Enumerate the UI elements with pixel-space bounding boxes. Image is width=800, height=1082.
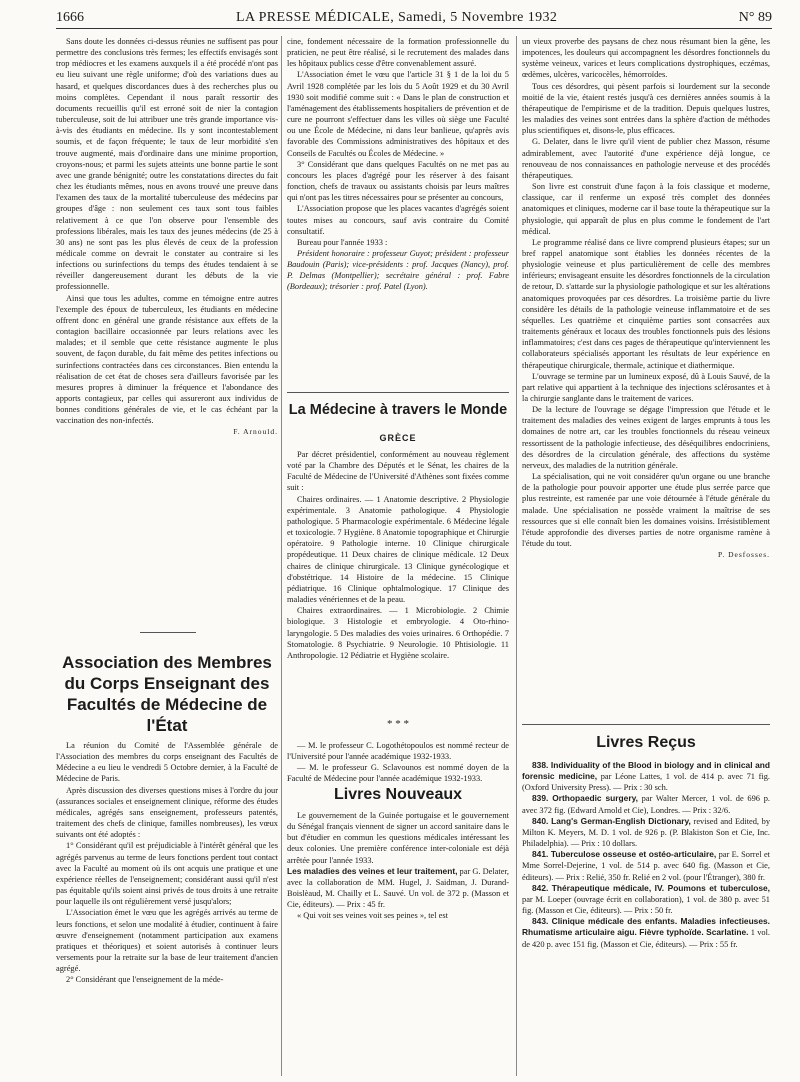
author-signature: P. Desfosses. bbox=[718, 550, 770, 560]
paragraph: Chaires extraordinaires. — 1 Microbiologie. 2 Chimie biologique. 3 Histologie et embryologie. 4 Oto-rhino-laryngologie. 5 Des maladies des voies urinaires. 6 Orthopédie. 7 Stomatologie. 8 Psychiatrie. 9 Neurologie. 10 Phtisiologie. 11 Anthropologie. 12 Pédiatrie et Hygiène scolaire. bbox=[287, 606, 509, 660]
column-divider bbox=[281, 36, 282, 1076]
book-title: 841. Tuberculose osseuse et ostéo-articulaire, bbox=[532, 849, 717, 860]
section-title-livres-recus: Livres Reçus bbox=[596, 734, 696, 751]
book-entry bbox=[522, 793, 770, 815]
column-divider bbox=[516, 36, 517, 1076]
section-rule bbox=[287, 392, 509, 393]
association-article-cont bbox=[287, 36, 509, 386]
paragraph: L'Association émet le vœu que l'article 31 § 1 de la loi du 5 Avril 1928 complétée par les lois du 5 Août 1929 et du 30 Avril 1930 soit modifié comme suit : « Dans le plan de construction et l'aménagement des établissements hospitaliers de prévention et de cure ne pourront s'effectuer dans les villes où siège une Faculté ou une École de Médecine, ni dans leur banlieue, qu'après avis favorable des Commissions administratives des hôpitaux et des Conseils de Facultés ou Écoles de Médecine. » bbox=[287, 70, 509, 158]
section-title-livres-nouveaux: Livres Nouveaux bbox=[333, 786, 463, 803]
paragraph: Président honoraire : professeur Guyot; président : professeur Baudouin (Paris); vice-présidents : prof. Jacques (Nancy), prof. P. Delmas (Montpellier); secrétaire général : prof. Fabre (Bordeaux); trésorier : prof. Patel (Lyon). bbox=[287, 248, 509, 292]
book-details: par Walter Mercer, 1 vol. de 696 p. avec 372 fig. (Edward Arnold et Cie), Londres. — Prix : 32/6. bbox=[522, 794, 770, 815]
book-title: 838. Individuality of the Blood in biology and in clinical and forensic medicine, bbox=[522, 760, 770, 782]
book-details: par E. Sorrel et Mme Sorrel-Dejerine, 1 vol. de 514 p. avec 640 fig. (Masson et Cie, éditeurs). — Prix : Relié, 350 fr. Relié en 2 vol. (pour l'Étranger), 380 fr. bbox=[522, 850, 770, 882]
book-entry bbox=[522, 816, 770, 849]
issue-number: N° 89 bbox=[738, 10, 772, 25]
paragraph: Son livre est construit d'une façon à la fois classique et moderne, classique, car il renferme un exposé très complet des données anatomiques et cliniques, moderne car il base toute la thérapeutique sur la physiologie, qui apparaît de plus en plus comme le fondement de l'art médical. bbox=[522, 182, 770, 236]
separator-stars: * * * bbox=[387, 718, 409, 730]
paragraph: cine, fondement nécessaire de la formation professionnelle du praticien, ne peut être réalisé, si le recrutement des malades dans les hôpitaux publics cesse d'être convenablement assuré. bbox=[287, 37, 509, 69]
paragraph: De la lecture de l'ouvrage se dégage l'impression que l'étude et le traitement des maladies des veines exigent de larges emprunts à tous les domaines de notre art, car les troubles fonctionnels du réseau veineux ressortissent de la pathologie infectieuse, des déséquilibres endocriniens, des désordres de la circulation générale, des affections du système nerveux, des maladies de la nutrition générale. bbox=[522, 405, 770, 470]
book-review-veines bbox=[522, 36, 770, 560]
books-received-list bbox=[522, 760, 770, 950]
paragraph: La spécialisation, qui ne voit considérer qu'un organe ou une branche de la pathologie pour pouvoir apporter une étude plus serrée parce que plus restreinte, est ramenée par une voie détournée à l'étude générale du malade. Une spécialisation ne possède vraiment la maîtrise de ses ressources que si elle connaît bien les domaines voisins. Irrésistiblement l'étude approfondie des diverses parties de notre organisme ramène à l'étude du tout. bbox=[522, 472, 770, 549]
book-title: 842. Thérapeutique médicale, IV. Poumons et tuberculose, bbox=[532, 882, 770, 893]
book-entry bbox=[522, 849, 770, 882]
article-tuberculosis-end bbox=[56, 36, 278, 438]
section-rule bbox=[140, 632, 196, 633]
paragraph: Le programme réalisé dans ce livre comprend plusieurs étapes; sur un bref rappel anatomique sont établies les données récentes de la physiologie veineuse et plus particulièrement de celle des membres inférieurs; envisageant ensuite les désordres fonctionnels de la circulation de retour, D. s'attarde sur la physiologie pathologique et sur les altérations anatomiques provoquées par ces désordres. La troisième partie du livre considère les détails de la pathologie veineuse inflammatoire et de ses séquelles. Les quatrième et cinquième parties sont consacrées aux traitements généraux et locaux des troubles fonctionnels puis des lésions inflammatoires; c'est dans ces pages de thérapeutique qu'interviennent les collaborateurs spécialisés apportant les résultats de leur expérience en thérapeutique chirurgicale, thermale, actinique et diathermique. bbox=[522, 237, 770, 370]
author-signature: F. Arnould. bbox=[233, 427, 278, 437]
paragraph: « Qui voit ses veines voit ses peines », tel est bbox=[297, 911, 448, 921]
book-details: par M. Loeper (ouvrage écrit en collaboration), 1 vol. de 380 p. avec 51 fig. (Masson et Cie, éditeurs). — Prix : 50 fr. bbox=[522, 894, 770, 916]
paragraph: L'ouvrage se termine par un lumineux exposé, dû à Louis Sauvé, de la part relative qui appartient à la technique des injections sclérosantes et à la chirurgie sanglante dans le traitement de varices. bbox=[522, 371, 770, 403]
book-entry bbox=[522, 916, 770, 949]
section-title-association: Association des Membres du Corps Enseignant des Facultés de Médecine de l'État bbox=[62, 653, 272, 735]
paragraph: L'Association émet le vœu que les agrégés arrivés au terme de leurs fonctions, et selon une modalité à étudier, continuent à faire œuvre d'enseignement (notamment participation aux examens pratiques et théoriques) et soient autorisés à continuer leurs versements pour la retraite sur la base de leur traitement d'ancien agrégé. bbox=[56, 908, 278, 974]
book-title: 840. Lang's German-English Dictionary, bbox=[532, 815, 691, 826]
book-title: 839. Orthopaedic surgery, bbox=[532, 793, 638, 804]
association-article bbox=[56, 740, 278, 985]
paragraph: 1° Considérant qu'il est préjudiciable à l'intérêt général que les agrégés parvenus au terme de leurs fonctions perdent tout contact avec la Faculté au moment où ils ont acquis une pratique et une expérience réelles de l'enseignement; considérant aussi qu'il n'est pas équitable qu'ils soient ainsi privés de tous droits à une retraite pour laquelle ils ont régulièrement versé jusqu'alors; bbox=[56, 841, 278, 907]
livres-nouveaux-article bbox=[287, 810, 509, 922]
book-entry bbox=[522, 883, 770, 916]
book-details: par Léone Lattes, 1 vol. de 414 p. avec 71 fig. (Oxford University Press). — Prix : 30 sch. bbox=[522, 772, 771, 793]
paragraph: Ainsi que tous les adultes, comme en témoigne entre autres l'exemple des époux de tuberculeux, les étudiants en médecine offrent donc en général une grande résistance aux effets de la contagion bacillaire occasionnée par leurs relations avec les malades; et il semble que cette résistance augmente le plus souvent, de façon durable, du fait même des petites infections ou surinfections contractées dans ces circonstances. Bien entendu la réalisation de cet état de choses sera d'ailleurs favorisée par les mesures propres à diminuer la fréquence et l'abondance des apports contagieux, par celles qui assureront aux individus de bonnes conditions générales de vie, et le cas échéant par la vaccination des non-infectés. bbox=[56, 293, 278, 426]
paragraph: G. Delater, dans le livre qu'il vient de publier chez Masson, résume admirablement, avec l'autorité d'une expérience déjà longue, ce renouveau de nos connaissances en pathologie nerveuse et des procédés thérapeutiques. bbox=[522, 137, 770, 180]
page-number: 1666 bbox=[56, 10, 84, 25]
paragraph: — M. le professeur G. Sclavounos est nommé doyen de la Faculté de Médecine pour l'année académique 1932-1933. bbox=[287, 763, 509, 784]
paragraph: 2° Considérant que l'enseignement de la méde- bbox=[66, 975, 224, 985]
book-details: revised and Edited, by Milton K. Meyers, M. D. 1 vol. de 926 p. (P. Blakiston Son et Cie, Inc. Philadelphia). — Prix : 10 dollars. bbox=[522, 816, 771, 849]
paragraph: Le gouvernement de la Guinée portugaise et le gouvernement du Sénégal français viennent de signer un accord sanitaire dans le but d'étudier en commun les questions médicales intéressant les deux colonies. Une première conférence inter-coloniale est déjà arrêtée pour l'année 1933. bbox=[287, 811, 509, 865]
paragraph: — M. le professeur C. Logothétopoulos est nommé recteur de l'Université pour l'année académique 1932-1933. bbox=[287, 741, 509, 762]
grece-article bbox=[287, 449, 509, 661]
section-rule bbox=[522, 724, 770, 725]
book-title: Les maladies des veines et leur traitement, bbox=[287, 865, 458, 876]
paragraph: Tous ces désordres, qui pèsent parfois si lourdement sur la seconde moitié de la vie, étaient restés jusqu'à ces dernières années soumis à la thérapeutique de l'empirisme et de la tradition. Depuis quelques lustres, les maladies des veines sont entrées dans la sphère d'action de méthodes plus scientifiques et, disons-le, plus efficaces. bbox=[522, 81, 770, 136]
subsection-title-grece: GRÈCE bbox=[379, 433, 417, 443]
paragraph: Chaires ordinaires. — 1 Anatomie descriptive. 2 Physiologie expérimentale. 3 Anatomie pathologique. 4 Physiologie pathologique. 5 Pharmacologie expérimentale. 6 Médecine légale et toxicologie. 7 Hygiène. 8 Anatomie topographique et Chirurgie opératoire. 9 Pathologie interne. 10 Clinique chirurgicale propédeutique. 11 Deux chaires de clinique médicale. 12 Deux chaires de clinique chirurgicale. 13 Clinique gynécologique et d'obstétrique. 14 Histoire de la médecine. 15 Clinique pédiatrique. 16 Clinique ophtalmologique. 17 Clinique des maladies vénériennes et de la peau. bbox=[287, 494, 509, 605]
book-details: par G. Delater, avec la collaboration de MM. Hugel, J. Saidman, J. Durand-Boislèaud, M. Chailly et L. Sauvé. Un vol. de 372 p. (Masson et Cie, éditeurs). — Prix : 45 fr. bbox=[287, 866, 509, 910]
page-header bbox=[56, 6, 772, 29]
section-title-monde: La Médecine à travers le Monde bbox=[288, 402, 508, 418]
paragraph: Sans doute les données ci-dessus réunies ne suffisent pas pour permettre des conclusions très fermes; les effectifs envisagés sont trop médiocres et les examens auxquels il a été procédé n'ont pas eu lieu suivant une règle uniforme; d'où des variations dues au hasard, et quelques discordances dues à des recherches plus ou moins complètes. Cependant il nous paraît ressortir des documents recueillis qu'il est erroné soit de nier la contagion tuberculeuse, soit de lui attribuer une très grande importance vis-à-vis des étudiants en médecine. Ils y sont incontestablement soumis, et de façon fréquente; le taux de leur morbidité s'en trouve augmenté, mais d'ordinaire dans une minime proportion, croyons-nous; et parmi les sujets atteints une bonne partie le sont avec une grande bénignité; outre les constatations directes du fait chez les étudiants mêmes, nous en avons trouvé une preuve dans l'examen des taux de la mortalité tuberculeuse des médecins par groupes d'âge : non seulement ces taux sont tous faibles relativement à ce que l'on observe pour l'ensemble des professions libérales, mais les taux des jeunes médecins (de 25 à 30 ans) ne sont pas les plus élevés de ceux de la profession médicale comme on devrait le constater au contraire si les infections ou surinfections du temps des études tendaient à se réveiller dangereusement durant les débuts de la vie professionnelle. bbox=[56, 37, 278, 292]
book-title: 843. Clinique médicale des enfants. Maladies infectieuses. Rhumatisme articulaire aigu. Fièvre typhoïde. Scarlatine. bbox=[522, 916, 770, 938]
paragraph: un vieux proverbe des paysans de chez nous résumant bien la gêne, les impotences, les douleurs qui accompagnent les désordres fonctionnels du système veineux, varices et leurs complications dystrophiques, eczémas, œdèmes, ulcères, varicocèles, hémorroïdes. bbox=[522, 37, 770, 80]
book-review-heading bbox=[287, 866, 509, 911]
paragraph: Après discussion des diverses questions mises à l'ordre du jour (assurances sociales et enseignement clinique, réforme des études médicales, agrégés sans enseignement, professeurs patentés, traitement des chefs de clinique, familles nombreuses), les vœux suivants ont été adoptés : bbox=[56, 785, 278, 840]
paragraph: Bureau pour l'année 1933 : bbox=[297, 237, 388, 247]
paragraph: Par décret présidentiel, conformément au nouveau règlement voté par la Chambre des Députés et le Sénat, les chaires de la Faculté de Médecine de l'Université d'Athènes sont fixées comme suit : bbox=[287, 450, 509, 493]
paragraph: 3° Considérant que dans quelques Facultés on ne met pas au concours les places d'agrégé pour les réserver à des faisant fonction, chefs de travaux ou assistants choisis par leurs maîtres qui n'ont pas les titres nécessaires pour se présenter au concours, bbox=[287, 159, 509, 203]
book-details: 1 vol. de 420 p. avec 151 fig. (Masson et Cie, éditeurs). — Prix : 55 fr. bbox=[522, 928, 770, 949]
paragraph: La réunion du Comité de l'Assemblée générale de l'Association des membres du corps enseignant des Facultés de Médecine a eu lieu le vendredi 5 Octobre dernier, à la Faculté de Médecine de Paris. bbox=[56, 741, 278, 784]
paragraph: L'Association propose que les places vacantes d'agrégés soient toutes mises au concours, sauf avis contraire du Comité consultatif. bbox=[287, 204, 509, 236]
book-entry bbox=[522, 760, 770, 793]
journal-title: LA PRESSE MÉDICALE, Samedi, 5 Novembre 1932 bbox=[236, 10, 558, 25]
grece-appointments bbox=[287, 740, 509, 784]
